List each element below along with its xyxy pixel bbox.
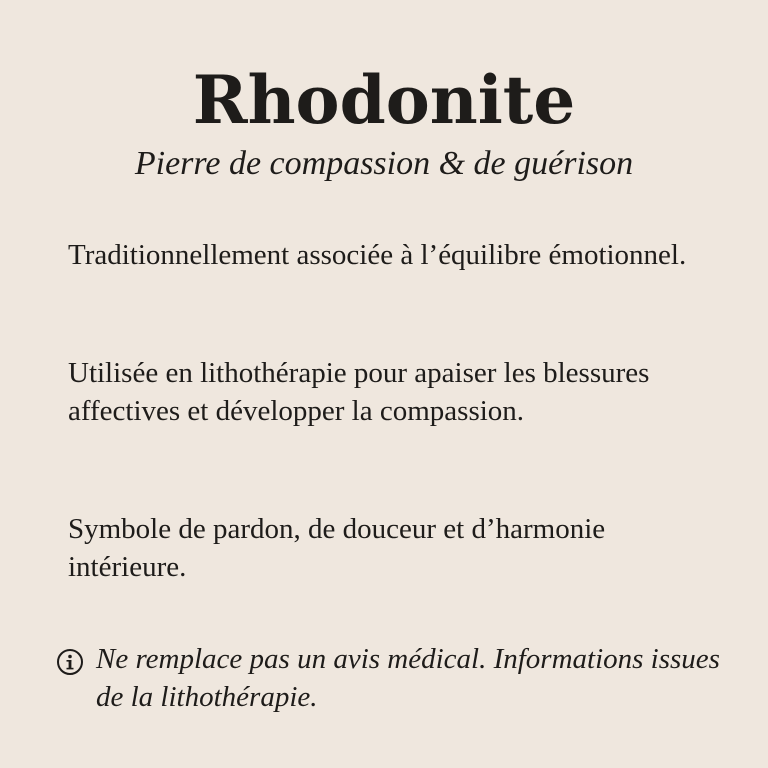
paragraph-lithotherapy: Utilisée en lithothérapie pour apaiser les blessures affectives et développer la compassion. xyxy=(68,357,650,427)
page-subtitle: Pierre de compassion & de guérison xyxy=(134,145,634,182)
disclaimer-note xyxy=(56,640,726,716)
page-title: Rhodonite xyxy=(192,61,576,139)
info-icon xyxy=(56,648,84,676)
paragraph-balance: Traditionnellement associée à l’équilibre émotionnel. xyxy=(68,239,687,271)
disclaimer-text: Ne remplace pas un avis médical. Informations issues de la lithothérapie. xyxy=(96,643,720,713)
paragraph-symbol: Symbole de pardon, de douceur et d’harmonie intérieure. xyxy=(68,513,606,583)
